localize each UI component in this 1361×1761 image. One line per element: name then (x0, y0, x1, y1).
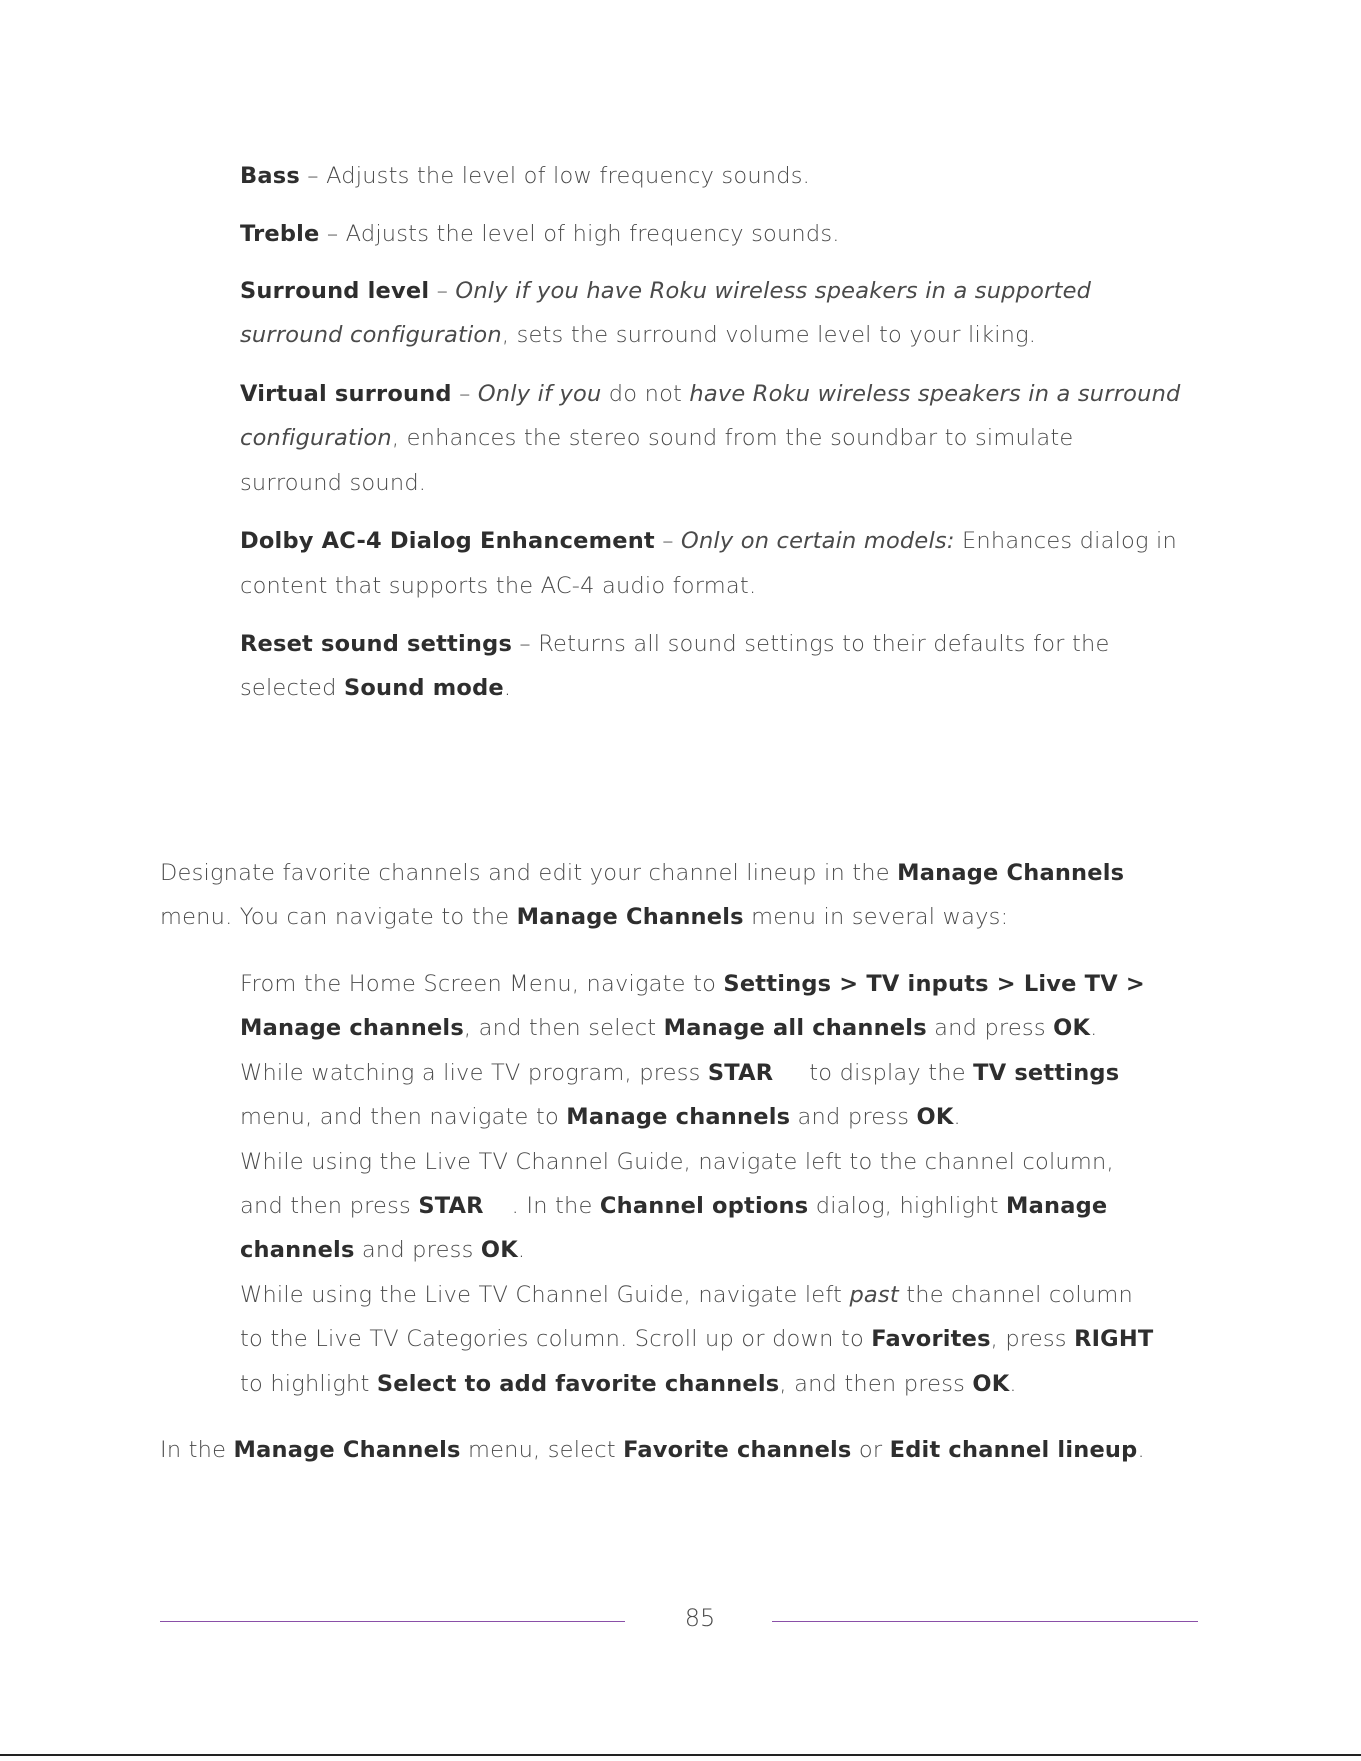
final-favorite-channels: Favorite channels (623, 1437, 852, 1463)
way1-ok: OK (1053, 1015, 1091, 1041)
dolby-dash: – (654, 528, 682, 554)
manage-intro-bold-1: Manage Channels (897, 860, 1125, 886)
way4-text-2: the channel column (898, 1282, 1133, 1308)
way1-period: . (1090, 1015, 1098, 1041)
way2-manage-channels: Manage channels (566, 1104, 791, 1130)
way3-period: . (517, 1237, 526, 1263)
way4-text-4: , press (990, 1326, 1075, 1352)
footer-rule-left (160, 1621, 625, 1622)
surround-level-term: Surround level (240, 278, 430, 304)
way4-line-3 (240, 1371, 1017, 1397)
way4-period: . (1009, 1371, 1017, 1397)
way2-period: . (953, 1104, 961, 1130)
way4-text-3: to the Live TV Categories column. Scroll up or down to (240, 1326, 872, 1352)
way3-line-1 (240, 1149, 1114, 1175)
virtual-surround-term: Virtual surround (240, 381, 452, 407)
dolby-description: Enhances dialog in (954, 528, 1177, 554)
surround-level-dash: – (429, 278, 456, 304)
virtual-surround-line-3 (240, 470, 426, 496)
surround-level-line-2 (240, 322, 1036, 348)
way3-text-3: . In the (511, 1193, 600, 1219)
final-period: . (1137, 1437, 1145, 1463)
surround-level-condition-2: surround configuration (240, 322, 502, 348)
bass-description: Adjusts the level of low frequency sounds. (326, 163, 810, 189)
surround-level-condition: Only if you have Roku wireless speakers in a supported (455, 278, 1092, 304)
manage-intro-line-1 (160, 860, 1124, 886)
virtual-surround-dash: – (451, 381, 478, 407)
reset-sound-mode: Sound mode (343, 675, 504, 701)
way4-text-1: While using the Live TV Channel Guide, navigate left (240, 1282, 850, 1308)
way2-star: STAR (707, 1060, 774, 1086)
reset-description: Returns all sound settings to their defaults for the (538, 631, 1110, 657)
virtual-surround-item (240, 381, 1181, 407)
virtual-surround-description-2: surround sound. (240, 470, 427, 496)
virtual-surround-condition-b: have Roku wireless speakers in a surround (689, 381, 1181, 407)
way1-line-1 (240, 971, 1145, 997)
manage-intro-text-3: menu in several ways: (743, 904, 1009, 930)
page-bottom-edge (0, 1754, 1361, 1756)
way3-line-2 (240, 1193, 1107, 1219)
way1-manage-all: Manage all channels (663, 1015, 927, 1041)
dolby-condition: Only on certain models: (681, 528, 955, 554)
dolby-term: Dolby AC-4 Dialog Enhancement (240, 528, 655, 554)
reset-description-2: selected (240, 675, 344, 701)
final-edit-lineup: Edit channel lineup (889, 1437, 1138, 1463)
virtual-surround-not: do not (601, 381, 690, 407)
way3-text-5: and press (354, 1237, 481, 1263)
reset-term: Reset sound settings (240, 631, 513, 657)
way2-ok: OK (916, 1104, 954, 1130)
way3-star: STAR (418, 1193, 484, 1219)
way4-line-1 (240, 1282, 1133, 1308)
dolby-line-2 (240, 573, 756, 599)
way4-text-5: to highlight (240, 1371, 377, 1397)
way1-path: Settings > TV inputs > Live TV > (723, 971, 1145, 997)
way2-text-3: menu, and then navigate to (240, 1104, 567, 1130)
way3-channels: channels (240, 1237, 355, 1263)
bass-item (240, 163, 810, 189)
page-number: 85 (684, 1604, 716, 1632)
way2-text-2: to display the (809, 1060, 974, 1086)
way1-text-3: and press (926, 1015, 1054, 1041)
surround-level-description: , sets the surround volume level to your liking. (501, 322, 1037, 348)
manage-intro-text-1: Designate favorite channels and edit your channel lineup in the (160, 860, 898, 886)
way4-select-add: Select to add favorite channels (376, 1371, 780, 1397)
way1-text-2: , and then select (463, 1015, 664, 1041)
way3-line-3 (240, 1237, 525, 1263)
treble-description: Adjusts the level of high frequency sounds. (345, 221, 840, 247)
way3-manage: Manage (1006, 1193, 1108, 1219)
manage-intro-text-2: menu. You can navigate to the (160, 904, 517, 930)
way4-text-6: , and then press (779, 1371, 973, 1397)
way4-right: RIGHT (1074, 1326, 1154, 1352)
manage-intro-bold-2: Manage Channels (516, 904, 744, 930)
way2-line-2 (240, 1104, 961, 1130)
virtual-surround-condition-c: configuration (240, 425, 392, 451)
final-text-1: In the (160, 1437, 234, 1463)
way3-text-1: While using the Live TV Channel Guide, navigate left to the channel column, (240, 1149, 1114, 1175)
treble-term: Treble (240, 221, 320, 247)
final-manage-channels: Manage Channels (233, 1437, 461, 1463)
surround-level-item (240, 278, 1091, 304)
final-text-3: or (851, 1437, 890, 1463)
way1-line-2 (240, 1015, 1097, 1041)
reset-line-2 (240, 675, 511, 701)
virtual-surround-condition-a: Only if you (477, 381, 602, 407)
way4-ok: OK (972, 1371, 1010, 1397)
way2-text-1: While watching a live TV program, press (240, 1060, 708, 1086)
way1-text-1: From the Home Screen Menu, navigate to (240, 971, 724, 997)
reset-period: . (503, 675, 512, 701)
reset-item (240, 631, 1110, 657)
final-line (160, 1437, 1145, 1463)
bass-dash: – (299, 163, 327, 189)
way4-favorites: Favorites (871, 1326, 991, 1352)
treble-dash: – (319, 221, 346, 247)
manage-intro-line-2 (160, 904, 1008, 930)
treble-item (240, 221, 840, 247)
way3-channel-options: Channel options (599, 1193, 809, 1219)
way1-manage-channels: Manage channels (240, 1015, 464, 1041)
virtual-surround-description: , enhances the stereo sound from the soundbar to simulate (391, 425, 1074, 451)
way3-text-4: dialog, highlight (808, 1193, 1006, 1219)
final-text-2: menu, select (460, 1437, 624, 1463)
bass-term: Bass (240, 163, 300, 189)
way2-text-4: and press (790, 1104, 917, 1130)
way3-ok: OK (480, 1237, 518, 1263)
way3-text-2: and then press (240, 1193, 419, 1219)
way2-line-1 (240, 1060, 1119, 1086)
virtual-surround-line-2 (240, 425, 1073, 451)
way2-tv-settings: TV settings (973, 1060, 1120, 1086)
dolby-item (240, 528, 1177, 554)
way4-past: past (849, 1282, 899, 1308)
footer-rule-right (772, 1621, 1198, 1622)
reset-dash: – (512, 631, 539, 657)
dolby-description-2: content that supports the AC-4 audio format. (240, 573, 757, 599)
way4-line-2 (240, 1326, 1153, 1352)
